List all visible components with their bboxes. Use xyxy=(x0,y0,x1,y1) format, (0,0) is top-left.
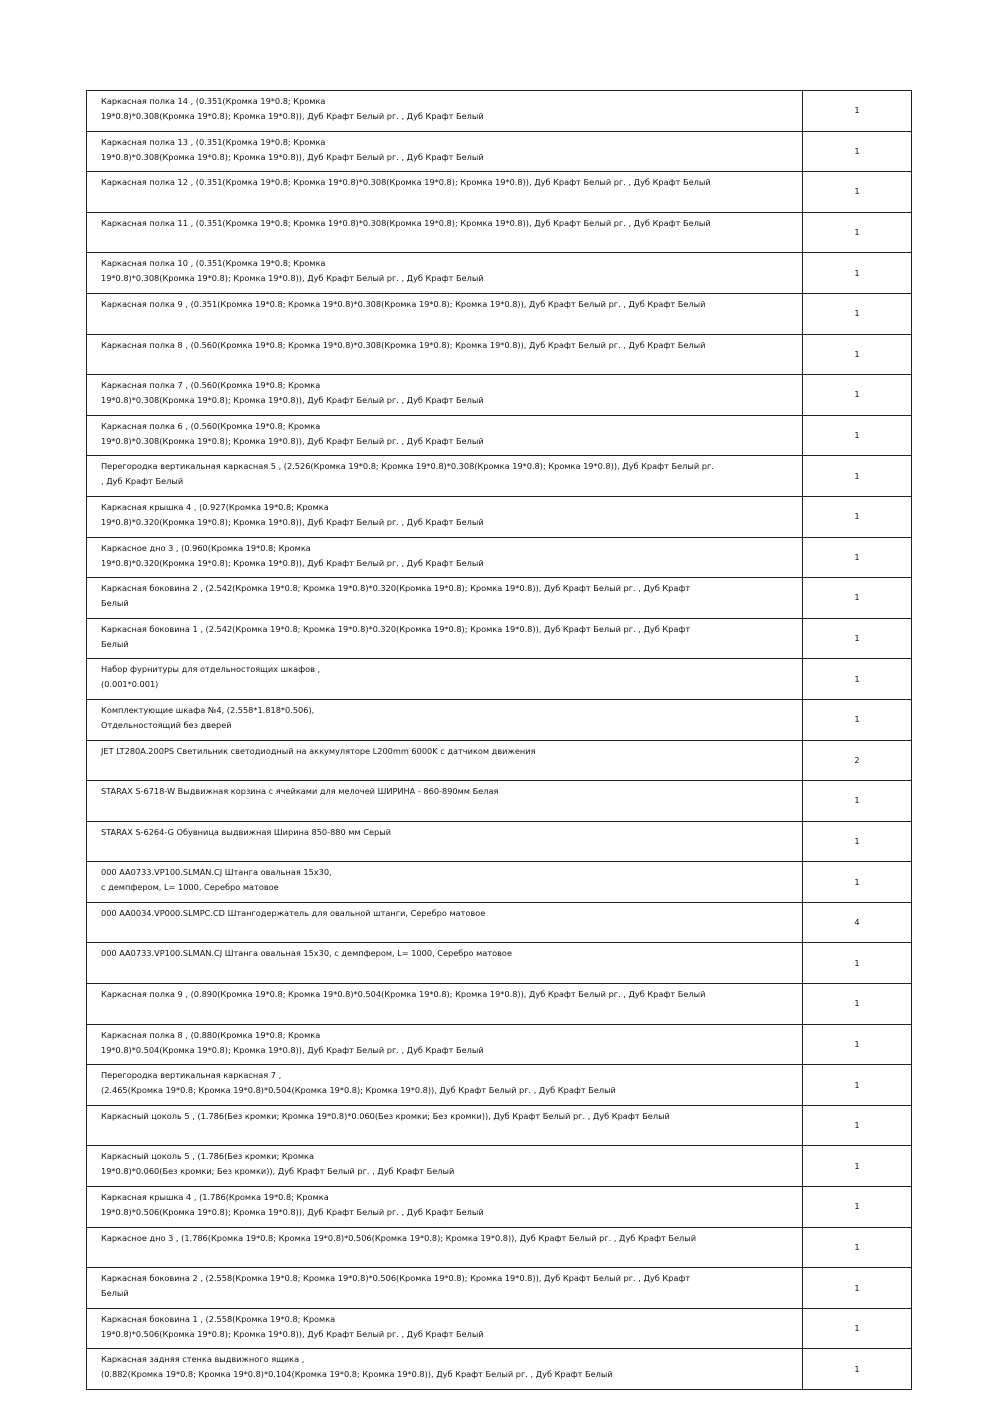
table-row xyxy=(87,212,912,253)
item-description: Каркасная крышка 4 , (1.786(Кромка 19*0.8; Кромка 19*0.8)*0.506(Кромка 19*0.8); Кромка 19*0.8)), Дуб Крафт Белый рг. , Дуб Крафт Белый xyxy=(87,1187,803,1228)
item-description: 000 AA0733.VP100.SLMAN.CJ Штанга овальная 15x30, с демпфером, L= 1000, Серебро матовое xyxy=(87,862,803,903)
table-row xyxy=(87,496,912,537)
item-description: STARAX S-6264-G Обувница выдвижная Ширина 850-880 мм Серый xyxy=(87,821,803,862)
table-row xyxy=(87,1227,912,1268)
item-quantity: 1 xyxy=(803,659,912,700)
table-row xyxy=(87,1024,912,1065)
item-description: Каркасная полка 7 , (0.560(Кромка 19*0.8; Кромка 19*0.8)*0.308(Кромка 19*0.8); Кромка 19*0.8)), Дуб Крафт Белый рг. , Дуб Крафт Белый xyxy=(87,375,803,416)
item-description: Каркасная полка 9 , (0.890(Кромка 19*0.8; Кромка 19*0.8)*0.504(Кромка 19*0.8); Кромка 19*0.8)), Дуб Крафт Белый рг. , Дуб Крафт Белый xyxy=(87,984,803,1025)
item-quantity: 1 xyxy=(803,943,912,984)
table-row xyxy=(87,1187,912,1228)
item-quantity: 1 xyxy=(803,862,912,903)
table-row xyxy=(87,659,912,700)
specification-table-body xyxy=(87,91,912,1390)
table-row xyxy=(87,537,912,578)
item-description: Комплектующие шкафа №4, (2.558*1.818*0.506), Отдельностоящий без дверей xyxy=(87,699,803,740)
table-row xyxy=(87,740,912,781)
item-description: Каркасный цоколь 5 , (1.786(Без кромки; Кромка 19*0.8)*0.060(Без кромки; Без кромки)), Дуб Крафт Белый рг. , Дуб Крафт Белый xyxy=(87,1146,803,1187)
item-quantity: 1 xyxy=(803,415,912,456)
table-row xyxy=(87,1308,912,1349)
item-description: Каркасная полка 12 , (0.351(Кромка 19*0.8; Кромка 19*0.8)*0.308(Кромка 19*0.8); Кромка 19*0.8)), Дуб Крафт Белый рг. , Дуб Крафт Белый xyxy=(87,172,803,213)
table-row xyxy=(87,1105,912,1146)
item-description: Каркасная боковина 1 , (2.542(Кромка 19*0.8; Кромка 19*0.8)*0.320(Кромка 19*0.8); Кромка 19*0.8)), Дуб Крафт Белый рг. , Дуб Крафт Белый xyxy=(87,618,803,659)
item-quantity: 1 xyxy=(803,1024,912,1065)
table-row xyxy=(87,1065,912,1106)
item-description: STARAX S-6718-W Выдвижная корзина с ячейками для мелочей ШИРИНА - 860-890мм Белая xyxy=(87,781,803,822)
item-quantity: 1 xyxy=(803,1146,912,1187)
item-description: Каркасная полка 6 , (0.560(Кромка 19*0.8; Кромка 19*0.8)*0.308(Кромка 19*0.8); Кромка 19*0.8)), Дуб Крафт Белый рг. , Дуб Крафт Белый xyxy=(87,415,803,456)
item-description: Каркасное дно 3 , (0.960(Кромка 19*0.8; Кромка 19*0.8)*0.320(Кромка 19*0.8); Кромка 19*0.8)), Дуб Крафт Белый рг. , Дуб Крафт Белый xyxy=(87,537,803,578)
item-quantity: 1 xyxy=(803,781,912,822)
item-quantity: 1 xyxy=(803,253,912,294)
table-row xyxy=(87,821,912,862)
table-row xyxy=(87,699,912,740)
item-quantity: 1 xyxy=(803,334,912,375)
item-description: Каркасная крышка 4 , (0.927(Кромка 19*0.8; Кромка 19*0.8)*0.320(Кромка 19*0.8); Кромка 19*0.8)), Дуб Крафт Белый рг. , Дуб Крафт Белый xyxy=(87,496,803,537)
table-row xyxy=(87,91,912,132)
item-description: JET LT280A.200PS Светильник светодиодный на аккумуляторе L200mm 6000K с датчиком движения xyxy=(87,740,803,781)
item-quantity: 1 xyxy=(803,1065,912,1106)
item-quantity: 1 xyxy=(803,984,912,1025)
item-quantity: 1 xyxy=(803,131,912,172)
table-row xyxy=(87,618,912,659)
item-quantity: 1 xyxy=(803,1227,912,1268)
item-quantity: 1 xyxy=(803,456,912,497)
item-quantity: 1 xyxy=(803,618,912,659)
item-description: 000 AA0733.VP100.SLMAN.CJ Штанга овальная 15x30, с демпфером, L= 1000, Серебро матовое xyxy=(87,943,803,984)
item-description: Набор фурнитуры для отдельностоящих шкафов , (0.001*0.001) xyxy=(87,659,803,700)
table-row xyxy=(87,375,912,416)
item-quantity: 1 xyxy=(803,1308,912,1349)
item-quantity: 1 xyxy=(803,537,912,578)
item-description: Каркасная полка 14 , (0.351(Кромка 19*0.8; Кромка 19*0.8)*0.308(Кромка 19*0.8); Кромка 19*0.8)), Дуб Крафт Белый рг. , Дуб Крафт Белый xyxy=(87,91,803,132)
table-row xyxy=(87,334,912,375)
table-row xyxy=(87,902,912,943)
table-row xyxy=(87,578,912,619)
item-description: Каркасная полка 8 , (0.880(Кромка 19*0.8; Кромка 19*0.8)*0.504(Кромка 19*0.8); Кромка 19*0.8)), Дуб Крафт Белый рг. , Дуб Крафт Белый xyxy=(87,1024,803,1065)
table-row xyxy=(87,172,912,213)
table-row xyxy=(87,1268,912,1309)
item-description: Каркасная боковина 1 , (2.558(Кромка 19*0.8; Кромка 19*0.8)*0.506(Кромка 19*0.8); Кромка 19*0.8)), Дуб Крафт Белый рг. , Дуб Крафт Белый xyxy=(87,1308,803,1349)
item-quantity: 1 xyxy=(803,1268,912,1309)
item-quantity: 1 xyxy=(803,821,912,862)
item-description: Каркасная полка 13 , (0.351(Кромка 19*0.8; Кромка 19*0.8)*0.308(Кромка 19*0.8); Кромка 19*0.8)), Дуб Крафт Белый рг. , Дуб Крафт Белый xyxy=(87,131,803,172)
item-quantity: 1 xyxy=(803,212,912,253)
item-quantity: 1 xyxy=(803,1349,912,1390)
table-row xyxy=(87,253,912,294)
table-row xyxy=(87,943,912,984)
item-description: Каркасная полка 10 , (0.351(Кромка 19*0.8; Кромка 19*0.8)*0.308(Кромка 19*0.8); Кромка 19*0.8)), Дуб Крафт Белый рг. , Дуб Крафт Белый xyxy=(87,253,803,294)
item-description: Каркасная полка 11 , (0.351(Кромка 19*0.8; Кромка 19*0.8)*0.308(Кромка 19*0.8); Кромка 19*0.8)), Дуб Крафт Белый рг. , Дуб Крафт Белый xyxy=(87,212,803,253)
table-row xyxy=(87,1349,912,1390)
item-quantity: 1 xyxy=(803,496,912,537)
item-quantity: 1 xyxy=(803,91,912,132)
table-row xyxy=(87,1146,912,1187)
table-row xyxy=(87,781,912,822)
item-description: Каркасная задняя стенка выдвижного ящика , (0.882(Кромка 19*0.8; Кромка 19*0.8)*0.104(Кромка 19*0.8; Кромка 19*0.8)), Дуб Крафт Белый рг. , Дуб Крафт Белый xyxy=(87,1349,803,1390)
item-description: Перегородка вертикальная каркасная 7 , (2.465(Кромка 19*0.8; Кромка 19*0.8)*0.504(Кромка 19*0.8); Кромка 19*0.8)), Дуб Крафт Белый рг. , Дуб Крафт Белый xyxy=(87,1065,803,1106)
item-description: Каркасное дно 3 , (1.786(Кромка 19*0.8; Кромка 19*0.8)*0.506(Кромка 19*0.8); Кромка 19*0.8)), Дуб Крафт Белый рг. , Дуб Крафт Белый xyxy=(87,1227,803,1268)
table-row xyxy=(87,131,912,172)
item-description: Каркасная полка 8 , (0.560(Кромка 19*0.8; Кромка 19*0.8)*0.308(Кромка 19*0.8); Кромка 19*0.8)), Дуб Крафт Белый рг. , Дуб Крафт Белый xyxy=(87,334,803,375)
item-quantity: 2 xyxy=(803,740,912,781)
table-row xyxy=(87,456,912,497)
item-quantity: 1 xyxy=(803,375,912,416)
item-description: Каркасная боковина 2 , (2.558(Кромка 19*0.8; Кромка 19*0.8)*0.506(Кромка 19*0.8); Кромка 19*0.8)), Дуб Крафт Белый рг. , Дуб Крафт Белый xyxy=(87,1268,803,1309)
table-row xyxy=(87,862,912,903)
item-description: Перегородка вертикальная каркасная 5 , (2.526(Кромка 19*0.8; Кромка 19*0.8)*0.308(Кромка 19*0.8); Кромка 19*0.8)), Дуб Крафт Белый рг. , Дуб Крафт Белый xyxy=(87,456,803,497)
specification-table xyxy=(86,90,912,1390)
table-row xyxy=(87,415,912,456)
item-description: Каркасная боковина 2 , (2.542(Кромка 19*0.8; Кромка 19*0.8)*0.320(Кромка 19*0.8); Кромка 19*0.8)), Дуб Крафт Белый рг. , Дуб Крафт Белый xyxy=(87,578,803,619)
item-description: 000 AA0034.VP000.SLMPC.CD Штангодержатель для овальной штанги, Серебро матовое xyxy=(87,902,803,943)
item-quantity: 4 xyxy=(803,902,912,943)
item-quantity: 1 xyxy=(803,578,912,619)
item-quantity: 1 xyxy=(803,172,912,213)
item-quantity: 1 xyxy=(803,293,912,334)
item-quantity: 1 xyxy=(803,1187,912,1228)
table-row xyxy=(87,984,912,1025)
table-row xyxy=(87,293,912,334)
item-quantity: 1 xyxy=(803,699,912,740)
item-description: Каркасная полка 9 , (0.351(Кромка 19*0.8; Кромка 19*0.8)*0.308(Кромка 19*0.8); Кромка 19*0.8)), Дуб Крафт Белый рг. , Дуб Крафт Белый xyxy=(87,293,803,334)
item-quantity: 1 xyxy=(803,1105,912,1146)
item-description: Каркасный цоколь 5 , (1.786(Без кромки; Кромка 19*0.8)*0.060(Без кромки; Без кромки)), Дуб Крафт Белый рг. , Дуб Крафт Белый xyxy=(87,1105,803,1146)
